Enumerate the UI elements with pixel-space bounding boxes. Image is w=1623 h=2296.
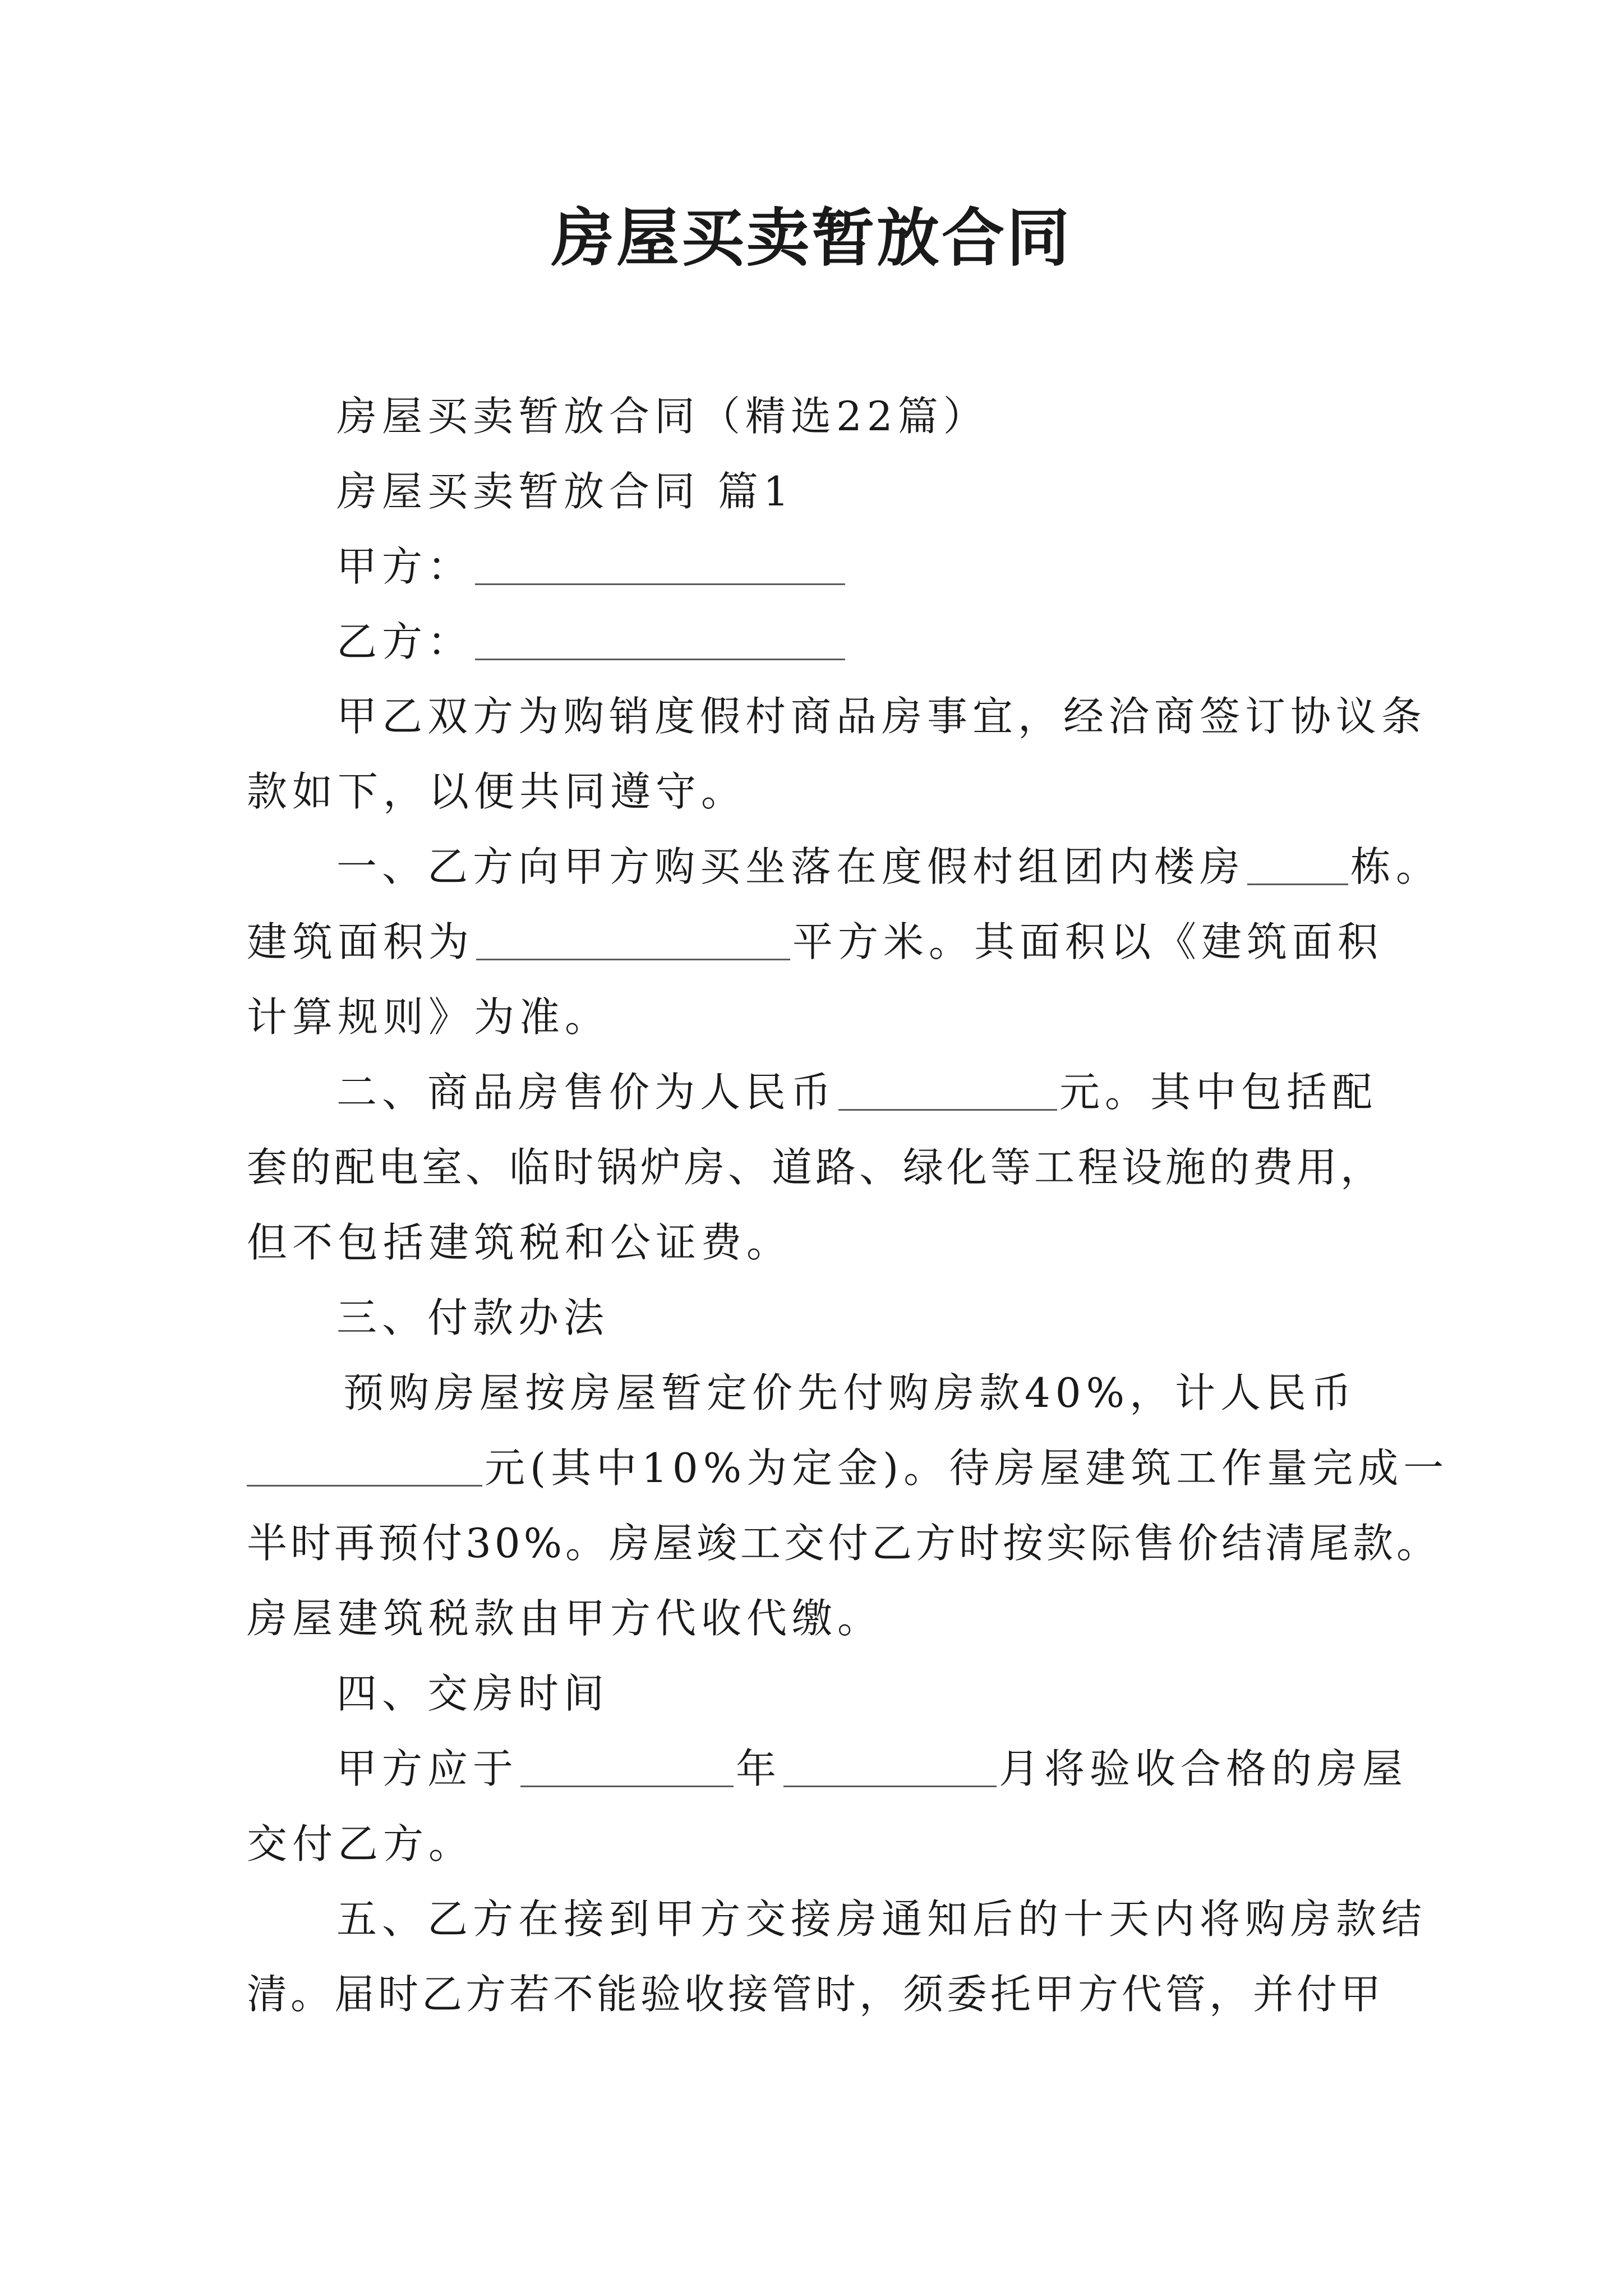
clause2-line-2: 套的配电室、临时锅炉房、道路、绿化等工程设施的费用， [247, 1144, 1385, 1191]
clause3-text-b: 元(其中10%为定金)。待房屋建筑工作量完成一 [485, 1444, 1449, 1492]
price-blank[interactable] [838, 1070, 1057, 1111]
month-blank[interactable] [783, 1746, 997, 1787]
clause1-text-b: 栋。 [1350, 843, 1442, 890]
deposit-amount-blank[interactable] [247, 1446, 482, 1487]
clause4-text-a: 甲方应于 [336, 1745, 519, 1792]
year-blank[interactable] [520, 1746, 734, 1787]
party-a-blank[interactable] [475, 544, 845, 585]
intro-line-1: 甲乙双方为购销度假村商品房事宜，经洽商签订协议条 [336, 693, 1427, 740]
clause3-heading: 三、付款办法 [336, 1294, 610, 1341]
clause2-line-1 [336, 1063, 1380, 1121]
clause1-line-1 [336, 838, 1442, 896]
clause1-line-2 [247, 913, 1384, 971]
clause4-text-c: 月将验收合格的房屋 [999, 1745, 1408, 1792]
building-number-blank[interactable] [1247, 844, 1348, 885]
clause4-line-1 [336, 1740, 1408, 1798]
floor-area-blank[interactable] [476, 919, 790, 960]
party-a-label: 甲方： [336, 543, 473, 590]
party-a-line [336, 537, 1380, 596]
document-title: 房屋买卖暂放合同 [551, 201, 1072, 275]
clause4-text-b: 年 [736, 1745, 782, 1792]
party-b-blank[interactable] [475, 619, 845, 660]
section-heading: 房屋买卖暂放合同 篇1 [336, 468, 794, 515]
clause3-line-4: 房屋建筑税款由甲方代收代缴。 [247, 1595, 883, 1642]
party-b-label: 乙方： [336, 618, 473, 665]
party-b-line [336, 613, 1380, 671]
clause3-line-2 [247, 1439, 1449, 1497]
clause4-line-2: 交付乙方。 [247, 1820, 474, 1867]
document-subtitle: 房屋买卖暂放合同（精选22篇） [336, 393, 989, 440]
clause1-text-a: 一、乙方向甲方购买坐落在度假村组团内楼房 [336, 843, 1246, 890]
clause4-heading: 四、交房时间 [336, 1670, 610, 1717]
clause3-line-1: 预购房屋按房屋暂定价先付购房款40%，计人民币 [343, 1369, 1357, 1416]
clause5-line-1: 五、乙方在接到甲方交接房通知后的十天内将购房款结 [336, 1895, 1427, 1943]
clause5-line-2: 清。届时乙方若不能验收接管时，须委托甲方代管，并付甲 [247, 1971, 1385, 2018]
clause1-area-text: 平方米。其面积以《建筑面积 [792, 918, 1384, 965]
intro-line-2: 款如下，以便共同遵守。 [247, 768, 747, 815]
clause2-line-3: 但不包括建筑税和公证费。 [247, 1219, 792, 1266]
clause1-area-label: 建筑面积为 [247, 918, 474, 965]
clause2-text-a: 二、商品房售价为人民币 [336, 1069, 837, 1116]
clause1-line-3: 计算规则》为准。 [247, 993, 611, 1041]
clause2-text-b: 元。其中包括配 [1059, 1069, 1378, 1116]
clause3-line-3: 半时再预付30%。房屋竣工交付乙方时按实际售价结清尾款。 [247, 1520, 1441, 1567]
